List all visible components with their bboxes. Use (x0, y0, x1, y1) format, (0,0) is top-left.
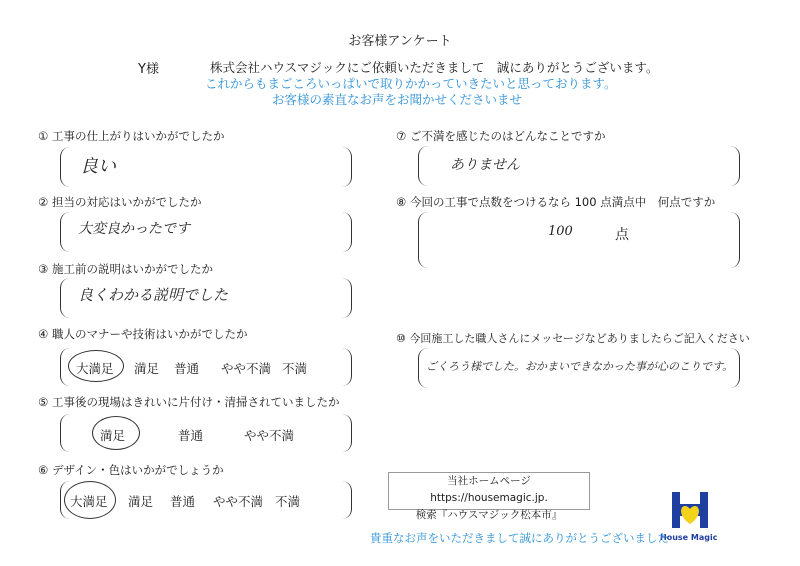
logo-text: House Magic (660, 533, 718, 542)
q8-answer-box (418, 212, 740, 268)
thanks-line-2: これからもまごころいっぱいで取りかかっていきたいと思っております。 (205, 76, 617, 91)
q10-label: ⑩ 今回施工した職人さんにメッセージなどありましたらご記入ください (396, 332, 750, 345)
q10-answer: ごくろう様でした。おかまいできなかった事が心のこりです。 (426, 360, 734, 373)
q4-option-4: 不満 (282, 361, 308, 376)
q6-selected-circle (64, 481, 116, 519)
customer-name: Y様 (138, 62, 159, 77)
thanks-line-1: 株式会社ハウスマジックにご依頼いただきまして 誠にありがとうございます。 (210, 60, 659, 75)
house-magic-logo (668, 488, 712, 532)
q8-answer: 100 (548, 224, 573, 239)
q5-option-2: やや不満 (244, 428, 295, 443)
closing-message: 貴重なお声をいただきまして誠にありがとうございました (370, 531, 669, 545)
page-title: お客様アンケート (348, 34, 452, 49)
q6-label: ⑥ デザイン・色はいかがでしょうか (38, 463, 224, 477)
q1-label: ① 工事の仕上がりはいかがでしたか (38, 129, 225, 143)
q4-selected-circle (68, 350, 124, 382)
q8-unit: 点 (615, 227, 629, 243)
q7-answer: ありません (450, 157, 520, 173)
homepage-text: 当社ホームページ https://housemagic.jp. (430, 475, 548, 504)
search-text: 検索『ハウスマジック松本市』 (415, 509, 563, 521)
q4-option-2: 普通 (174, 361, 200, 376)
q5-label: ⑤ 工事後の現場はきれいに片付け・清掃されていましたか (38, 395, 340, 409)
q4-label: ④ 職人のマナーや技術はいかがでしたか (38, 327, 248, 341)
q6-option-1: 満足 (128, 494, 154, 509)
q5-option-1: 普通 (178, 428, 204, 443)
q4-option-3: やや不満 (221, 361, 272, 376)
q2-label: ② 担当の対応はいかがでしたか (38, 195, 202, 209)
q6-option-4: 不満 (275, 494, 301, 509)
q6-option-3: やや不満 (213, 494, 264, 509)
q6-option-0: 大満足 (70, 494, 108, 509)
q7-label: ⑦ ご不満を感じたのはどんなことですか (396, 129, 606, 143)
q3-answer: 良くわかる説明でした (78, 286, 229, 304)
q5-selected-circle (92, 416, 140, 450)
company-info-box (388, 472, 590, 521)
q8-label: ⑧ 今回の工事で点数をつけるなら 100 点満点中 何点ですか (396, 195, 716, 209)
q3-label: ③ 施工前の説明はいかがでしたか (38, 262, 213, 276)
q1-answer: 良い (80, 156, 116, 177)
q2-answer: 大変良かったです (78, 221, 190, 237)
q6-option-2: 普通 (170, 494, 196, 509)
thanks-line-3: お客様の素直なお声をお聞かせくださいませ (272, 92, 523, 107)
q4-option-1: 満足 (134, 361, 160, 376)
q5-option-0: 満足 (100, 428, 126, 443)
q4-option-0: 大満足 (76, 361, 114, 376)
